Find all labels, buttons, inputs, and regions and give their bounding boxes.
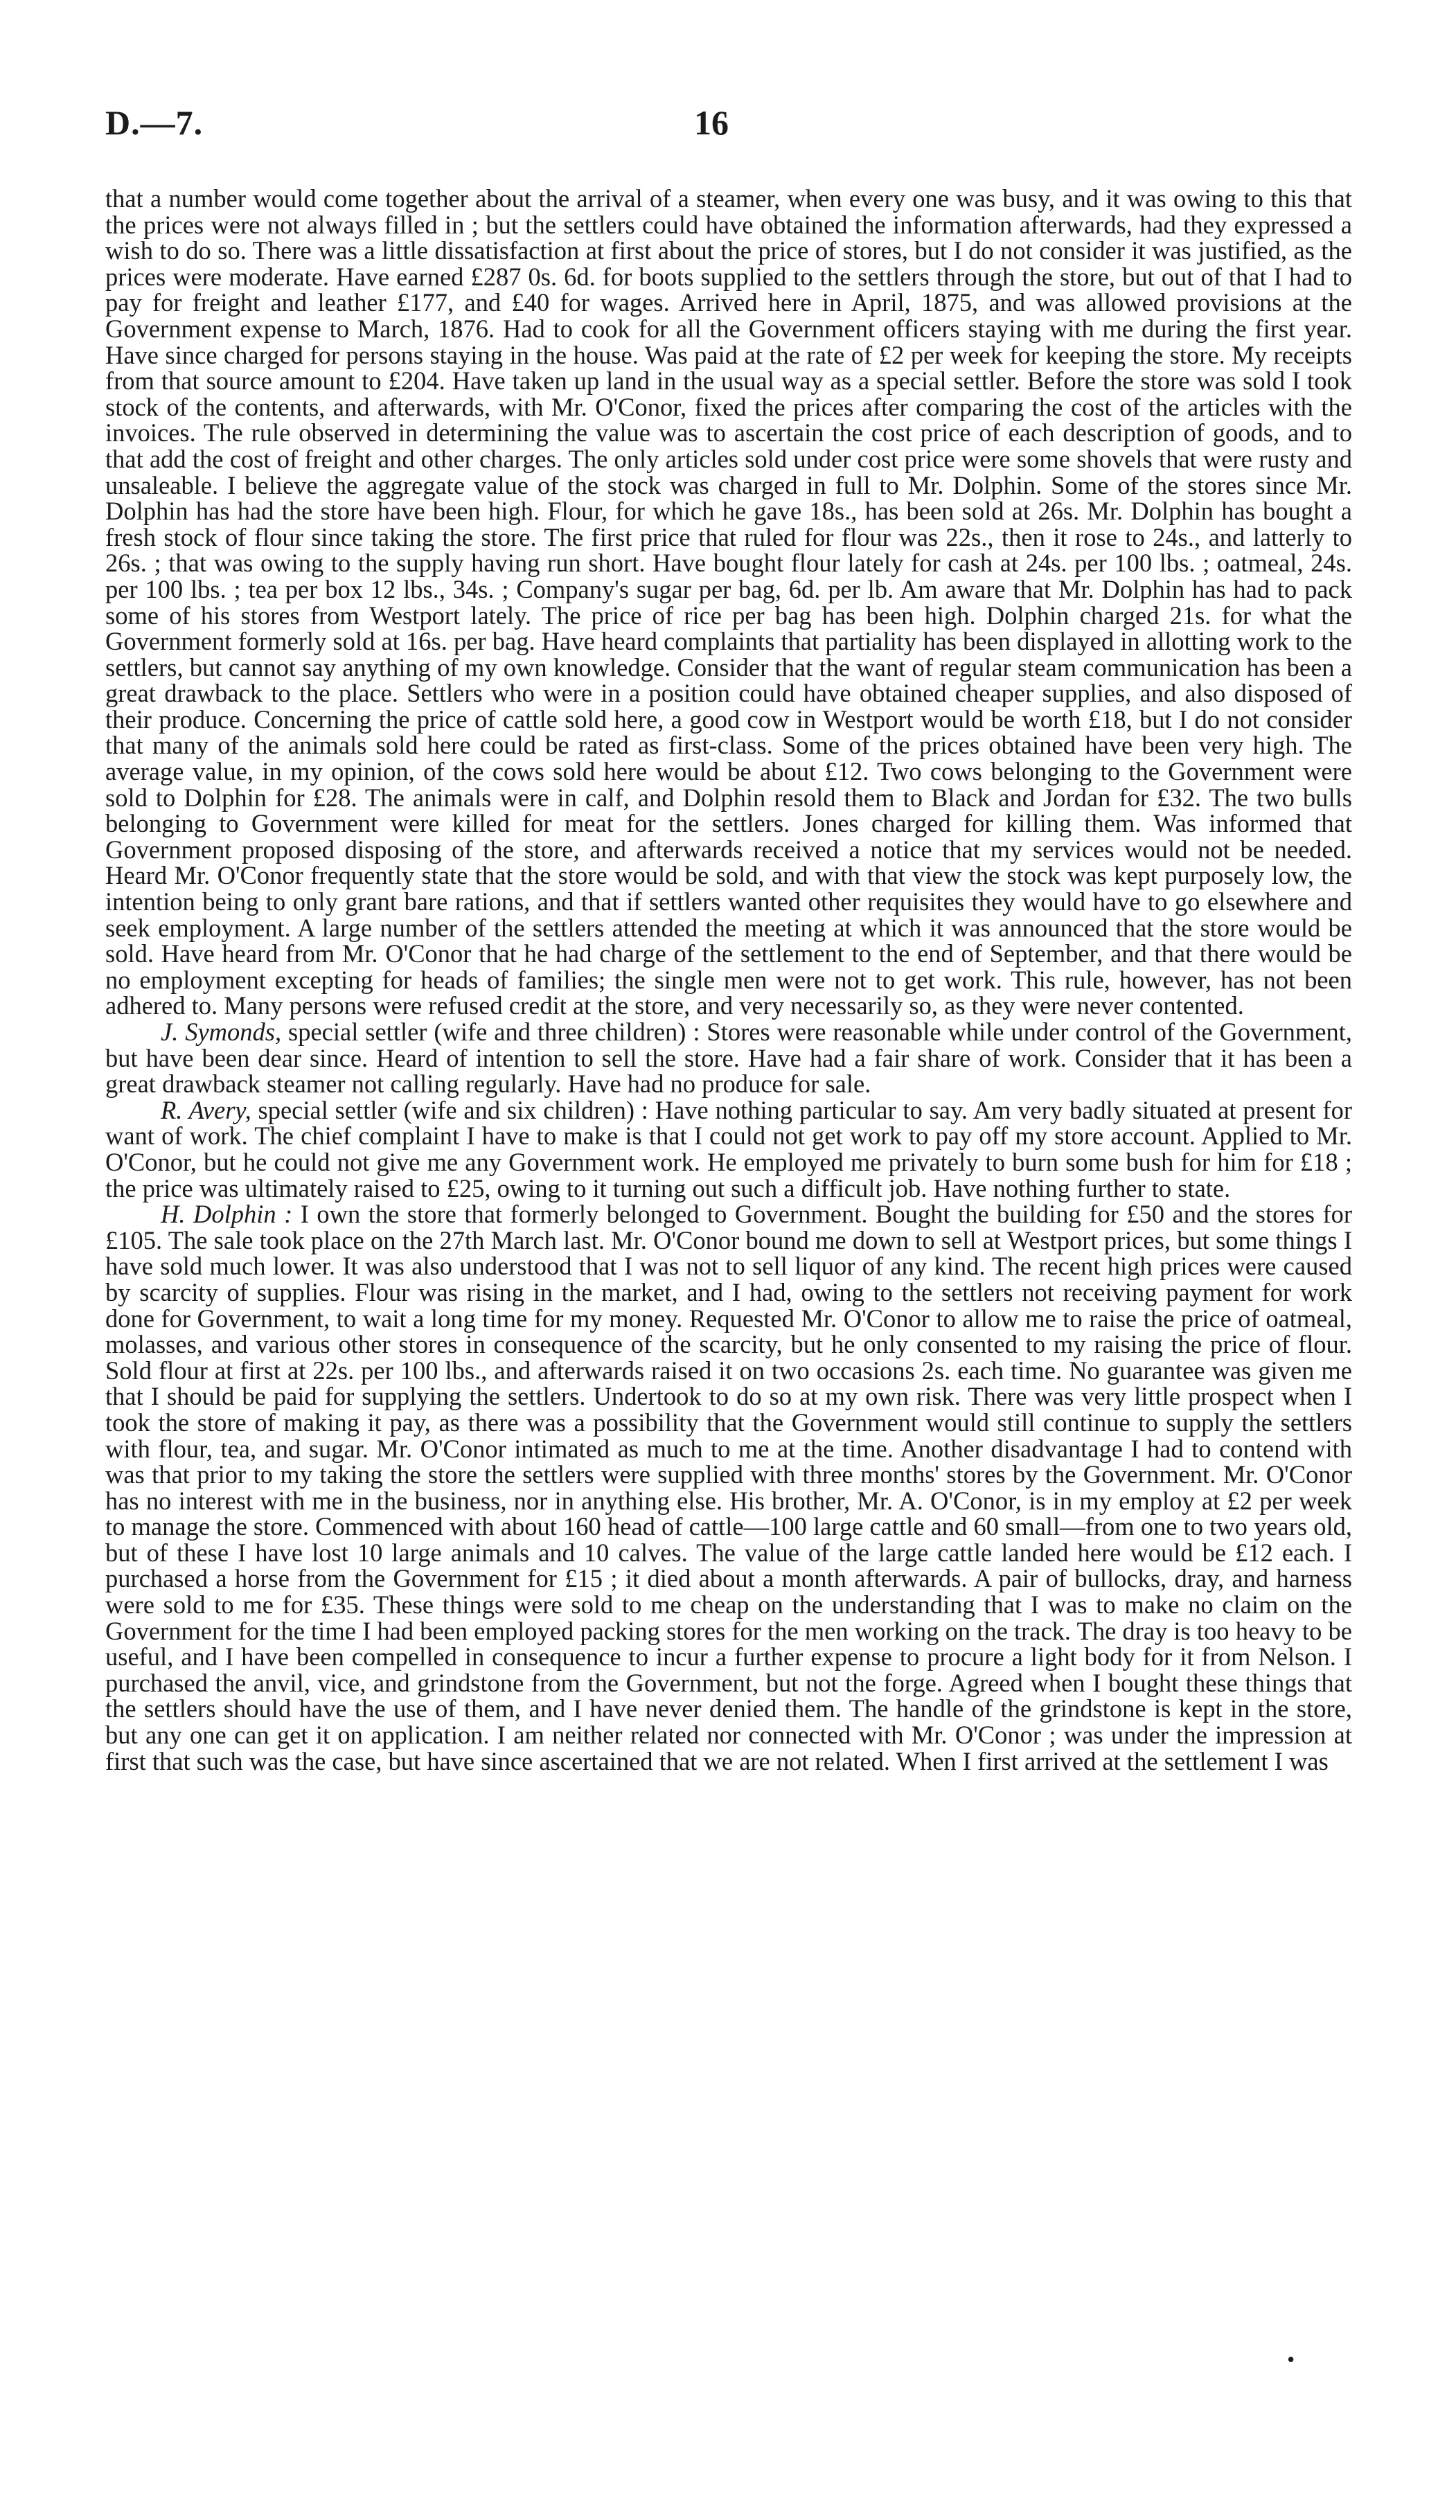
paragraph-text: I own the store that formerly belonged to Government. Bought the building for £50 and the stores for £105. The sale took place on the 27th March last. Mr. O'Conor bound me down to sell at Westport prices, but some things I have sold much lower. It was also understood that I was not to sell liquor of any kind. The recent high prices were caused by scarcity of supplies. Flour was rising in the market, and I had, owing to the settlers not receiving payment for work done for Government, to wait a long time for my money. Requested Mr. O'Conor to allow me to raise the price of oatmeal, molasses, and various other stores in consequence of the scarcity, but he only consented to my raising the price of flour. Sold flour at first at 22s. per 100 lbs., and afterwards raised it on two occasions 2s. each time. No guarantee was given me that I should be paid for supplying the settlers. Undertook to do so at my own risk. There was very little prospect when I took the store of making it pay, as there was a possibility that the Government would still continue to supply the settlers with flour, tea, and sugar. Mr. O'Conor intimated as much to me at the time. Another disadvantage I had to contend with was that prior to my taking the store the settlers were supplied with three months' stores by the Government. Mr. O'Conor has no interest with me in the business, nor in anything else. His brother, Mr. A. O'Conor, is in my employ at £2 per week to manage the store. Commenced with about 160 head of cattle—100 large cattle and 60 small—from one to two years old, but of these I have lost 10 large animals and 10 calves. The value of the large cattle landed here would be £12 each. I purchased a horse from the Government for £15 ; it died about a month afterwards. A pair of bullocks, dray, and harness were sold to me for £35. These things were sold to me cheap on the understanding that I was to make no claim on the Government for the time I had been employed packing stores for the men working on the track. The dray is too heavy to be useful, and I have been compelled in consequence to incur a further expense to procure a light body for it from Nelson. I purchased the anvil, vice, and grindstone from the Government, but not the forge. Agreed when I bought these things that the settlers should have the use of them, and I have never denied them. The handle of the grindstone is kept in the store, but any one can get it on application. I am neither related nor connected with Mr. O'Conor ; was under the impression at first that such was the case, but have since ascertained that we are not related. When I first arrived at the settlement I was [105, 1200, 1353, 1775]
paragraph-continued-testimony [105, 186, 1352, 1019]
paragraph-dolphin-testimony [105, 1201, 1352, 1774]
speaker-name: R. Avery, [161, 1095, 251, 1124]
speaker-name: J. Symonds, [161, 1018, 282, 1046]
page-number: 16 [694, 103, 729, 142]
speaker-name: H. Dolphin : [161, 1200, 293, 1229]
paragraph-avery-testimony [105, 1097, 1352, 1201]
paragraph-text: special settler (wife and three children) : Stores were reasonable while under control of the Government, but have been dear since. Heard of intention to sell the store. Have had a fair share of work. Consider that it has been a great drawback steamer not calling regularly. Have had no produce for sale. [105, 1018, 1352, 1099]
body-text [105, 186, 1352, 1774]
paragraph-symonds-testimony [105, 1019, 1352, 1097]
scan-dot-mark: • [1287, 2347, 1295, 2372]
document-reference: D.—7. [105, 103, 204, 142]
paragraph-text: that a number would come together about the arrival of a steamer, when every one was busy, and it was owing to this that the prices were not always filled in ; but the settlers could have obtained the information afterwards, had they expressed a wish to do so. There was a little dissatisfaction at first about the price of stores, but I do not consider it was justified, as the prices were moderate. Have earned £287 0s. 6d. for boots supplied to the settlers through the store, but out of that I had to pay for freight and leather £177, and £40 for wages. Arrived here in April, 1875, and was allowed provisions at the Government expense to March, 1876. Had to cook for all the Government officers staying with me during the first year. Have since charged for persons staying in the house. Was paid at the rate of £2 per week for keeping the store. My receipts from that source amount to £204. Have taken up land in the usual way as a special settler. Before the store was sold I took stock of the contents, and afterwards, with Mr. O'Conor, fixed the prices after comparing the cost of the articles with the invoices. The rule observed in determining the value was to ascertain the cost price of each description of goods, and to that add the cost of freight and other charges. The only articles sold under cost price were some shovels that were rusty and unsaleable. I believe the aggregate value of the stock was charged in full to Mr. Dolphin. Some of the stores since Mr. Dolphin has had the store have been high. Flour, for which he gave 18s., has been sold at 26s. Mr. Dolphin has bought a fresh stock of flour since taking the store. The first price that ruled for flour was 22s., then it rose to 24s., and latterly to 26s. ; that was owing to the supply having run short. Have bought flour lately for cash at 24s. per 100 lbs. ; oatmeal, 24s. per 100 lbs. ; tea per box 12 lbs., 34s. ; Company's sugar per bag, 6d. per lb. Am aware that Mr. Dolphin has had to pack some of his stores from Westport lately. The price of rice per bag has been high. Dolphin charged 21s. for what the Government formerly sold at 16s. per bag. Have heard complaints that partiality has been displayed in allotting work to the settlers, but cannot say anything of my own knowledge. Consider that the want of regular steam communication has been a great drawback to the place. Settlers who were in a position could have obtained cheaper supplies, and also disposed of their produce. Concerning the price of cattle sold here, a good cow in Westport would be worth £18, but I do not consider that many of the animals sold here could be rated as first-class. Some of the prices obtained have been very high. The average value, in my opinion, of the cows sold here would be about £12. Two cows belonging to the Government were sold to Dolphin for £28. The animals were in calf, and Dolphin resold them to Black and Jordan for £32. The two bulls belonging to Government were killed for meat for the settlers. Jones charged for killing them. Was informed that Government proposed disposing of the store, and afterwards received a notice that my services would not be needed. Heard Mr. O'Conor frequently state that the store would be sold, and with that view the stock was kept purposely low, the intention being to only grant bare rations, and that if settlers wanted other requisites they would have to go elsewhere and seek employment. A large number of the settlers attended the meeting at which it was announced that the store would be sold. Have heard from Mr. O'Conor that he had charge of the settlement to the end of September, and that there would be no employment excepting for heads of families; the single men were not to get work. This rule, however, has not been adhered to. Many persons were refused credit at the store, and very necessarily so, as they were never contented. [105, 184, 1352, 1020]
paragraph-text: special settler (wife and six children) : Have nothing particular to say. Am very badly situated at present for want of work. The chief complaint I have to make is that I could not get work to pay off my store account. Applied to Mr. O'Conor, but he could not give me any Government work. He employed me privately to burn some bush for him for £18 ; the price was ultimately raised to £25, owing to it turning out such a difficult job. Have nothing further to state. [105, 1095, 1352, 1203]
